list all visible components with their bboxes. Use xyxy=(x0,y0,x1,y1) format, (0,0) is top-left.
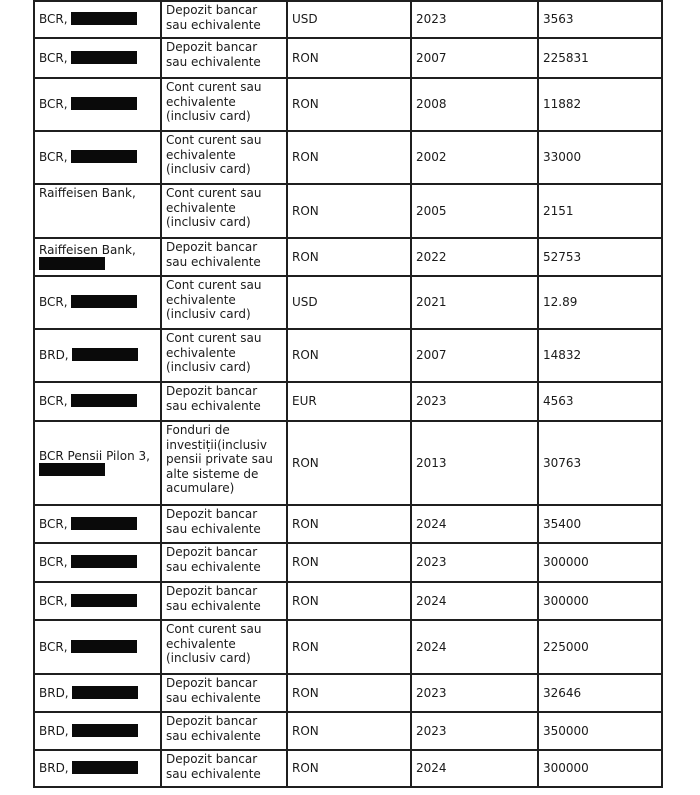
redaction-bar xyxy=(72,348,138,361)
institution-name: BCR, xyxy=(39,150,68,165)
amount-cell: 32646 xyxy=(538,674,662,712)
table-row xyxy=(34,582,662,620)
currency-cell: RON xyxy=(287,131,411,184)
year-cell: 2007 xyxy=(411,329,538,382)
institution-line-2 xyxy=(39,463,156,478)
institution-name: BCR, xyxy=(39,516,68,531)
currency-cell: RON xyxy=(287,674,411,712)
redaction-bar xyxy=(71,150,137,163)
account-type-cell: Depozit bancar sau echivalente xyxy=(161,38,287,78)
currency-cell: RON xyxy=(287,329,411,382)
currency-cell: RON xyxy=(287,620,411,674)
amount-cell: 225000 xyxy=(538,620,662,674)
year-cell: 2024 xyxy=(411,750,538,787)
amount-cell: 12.89 xyxy=(538,276,662,329)
year-cell: 2005 xyxy=(411,184,538,238)
redaction-bar xyxy=(39,257,105,270)
institution-cell xyxy=(34,238,161,276)
institution-cell xyxy=(34,1,161,38)
redaction-bar xyxy=(71,555,137,568)
amount-cell: 3563 xyxy=(538,1,662,38)
currency-cell: RON xyxy=(287,750,411,787)
currency-cell: RON xyxy=(287,78,411,131)
year-cell: 2022 xyxy=(411,238,538,276)
account-type-cell: Cont curent sau echivalente (inclusiv card) xyxy=(161,131,287,184)
year-cell: 2023 xyxy=(411,382,538,421)
currency-cell: USD xyxy=(287,1,411,38)
table-row xyxy=(34,329,662,382)
currency-cell: RON xyxy=(287,712,411,750)
redaction-bar xyxy=(71,97,137,110)
table-row xyxy=(34,382,662,421)
year-cell: 2024 xyxy=(411,582,538,620)
institution-name: BCR, xyxy=(39,593,68,608)
account-type-cell: Depozit bancar sau echivalente xyxy=(161,382,287,421)
amount-cell: 33000 xyxy=(538,131,662,184)
assets-table-container xyxy=(33,0,659,788)
institution-cell xyxy=(34,131,161,184)
account-type-cell: Depozit bancar sau echivalente xyxy=(161,238,287,276)
account-type-cell: Cont curent sau echivalente (inclusiv card) xyxy=(161,620,287,674)
institution-name: Raiffeisen Bank, xyxy=(39,186,136,200)
redaction-bar xyxy=(71,51,137,64)
institution-name: BCR, xyxy=(39,50,68,65)
account-type-cell: Depozit bancar sau echivalente xyxy=(161,1,287,38)
table-row xyxy=(34,505,662,543)
currency-cell: RON xyxy=(287,421,411,505)
currency-cell: RON xyxy=(287,505,411,543)
table-row xyxy=(34,184,662,238)
institution-name: BCR Pensii Pilon 3, xyxy=(39,448,150,463)
institution-name: BRD, xyxy=(39,723,69,738)
institution-cell xyxy=(34,329,161,382)
redaction-bar xyxy=(71,517,137,530)
amount-cell: 225831 xyxy=(538,38,662,78)
account-type-cell: Depozit bancar sau echivalente xyxy=(161,543,287,582)
institution-name: BCR, xyxy=(39,97,68,112)
year-cell: 2021 xyxy=(411,276,538,329)
redaction-bar xyxy=(72,761,138,774)
table-row xyxy=(34,421,662,505)
institution-cell xyxy=(34,184,161,238)
institution-cell xyxy=(34,582,161,620)
table-row xyxy=(34,543,662,582)
account-type-cell: Cont curent sau echivalente (inclusiv card) xyxy=(161,78,287,131)
redaction-bar xyxy=(71,12,137,25)
institution-cell xyxy=(34,674,161,712)
account-type-cell: Fonduri de investiții(inclusiv pensii private sau alte sisteme de acumulare) xyxy=(161,421,287,505)
account-type-cell: Cont curent sau echivalente (inclusiv card) xyxy=(161,276,287,329)
account-type-cell: Depozit bancar sau echivalente xyxy=(161,674,287,712)
institution-cell xyxy=(34,38,161,78)
institution-cell xyxy=(34,505,161,543)
institution-cell xyxy=(34,712,161,750)
amount-cell: 2151 xyxy=(538,184,662,238)
redaction-bar xyxy=(71,640,137,653)
table-row xyxy=(34,620,662,674)
account-type-cell: Depozit bancar sau echivalente xyxy=(161,712,287,750)
table-row xyxy=(34,712,662,750)
amount-cell: 300000 xyxy=(538,582,662,620)
institution-cell xyxy=(34,543,161,582)
table-row xyxy=(34,238,662,276)
institution-name: Raiffeisen Bank, xyxy=(39,242,136,257)
currency-cell: RON xyxy=(287,238,411,276)
institution-name: BCR, xyxy=(39,12,68,27)
institution-name: BCR, xyxy=(39,295,68,310)
currency-cell: EUR xyxy=(287,382,411,421)
institution-cell xyxy=(34,620,161,674)
institution-cell xyxy=(34,421,161,505)
institution-line-2 xyxy=(39,257,156,272)
amount-cell: 35400 xyxy=(538,505,662,543)
table-row xyxy=(34,276,662,329)
currency-cell: USD xyxy=(287,276,411,329)
amount-cell: 300000 xyxy=(538,543,662,582)
institution-name: BRD, xyxy=(39,348,69,363)
year-cell: 2024 xyxy=(411,505,538,543)
institution-name: BCR, xyxy=(39,555,68,570)
account-type-cell: Depozit bancar sau echivalente xyxy=(161,750,287,787)
redaction-bar xyxy=(71,394,137,407)
table-row xyxy=(34,1,662,38)
table-row xyxy=(34,38,662,78)
year-cell: 2023 xyxy=(411,712,538,750)
year-cell: 2002 xyxy=(411,131,538,184)
institution-name: BCR, xyxy=(39,639,68,654)
year-cell: 2024 xyxy=(411,620,538,674)
institution-cell xyxy=(34,78,161,131)
account-type-cell: Cont curent sau echivalente (inclusiv card) xyxy=(161,329,287,382)
year-cell: 2008 xyxy=(411,78,538,131)
institution-name: BCR, xyxy=(39,394,68,409)
institution-cell xyxy=(34,276,161,329)
amount-cell: 14832 xyxy=(538,329,662,382)
table-row xyxy=(34,750,662,787)
account-type-cell: Cont curent sau echivalente (inclusiv card) xyxy=(161,184,287,238)
redaction-bar xyxy=(72,724,138,737)
table-row xyxy=(34,131,662,184)
currency-cell: RON xyxy=(287,38,411,78)
currency-cell: RON xyxy=(287,582,411,620)
bank-accounts-table xyxy=(33,0,663,788)
redaction-bar xyxy=(72,686,138,699)
institution-name: BRD, xyxy=(39,761,69,776)
redaction-bar xyxy=(71,594,137,607)
redaction-bar xyxy=(39,463,105,476)
redaction-bar xyxy=(71,295,137,308)
year-cell: 2023 xyxy=(411,674,538,712)
account-type-cell: Depozit bancar sau echivalente xyxy=(161,505,287,543)
amount-cell: 350000 xyxy=(538,712,662,750)
amount-cell: 11882 xyxy=(538,78,662,131)
account-type-cell: Depozit bancar sau echivalente xyxy=(161,582,287,620)
year-cell: 2023 xyxy=(411,1,538,38)
table-body xyxy=(34,1,662,787)
table-row xyxy=(34,674,662,712)
year-cell: 2013 xyxy=(411,421,538,505)
institution-cell xyxy=(34,382,161,421)
amount-cell: 300000 xyxy=(538,750,662,787)
year-cell: 2023 xyxy=(411,543,538,582)
institution-name: BRD, xyxy=(39,685,69,700)
year-cell: 2007 xyxy=(411,38,538,78)
institution-cell xyxy=(34,750,161,787)
amount-cell: 4563 xyxy=(538,382,662,421)
currency-cell: RON xyxy=(287,543,411,582)
amount-cell: 52753 xyxy=(538,238,662,276)
currency-cell: RON xyxy=(287,184,411,238)
amount-cell: 30763 xyxy=(538,421,662,505)
table-row xyxy=(34,78,662,131)
